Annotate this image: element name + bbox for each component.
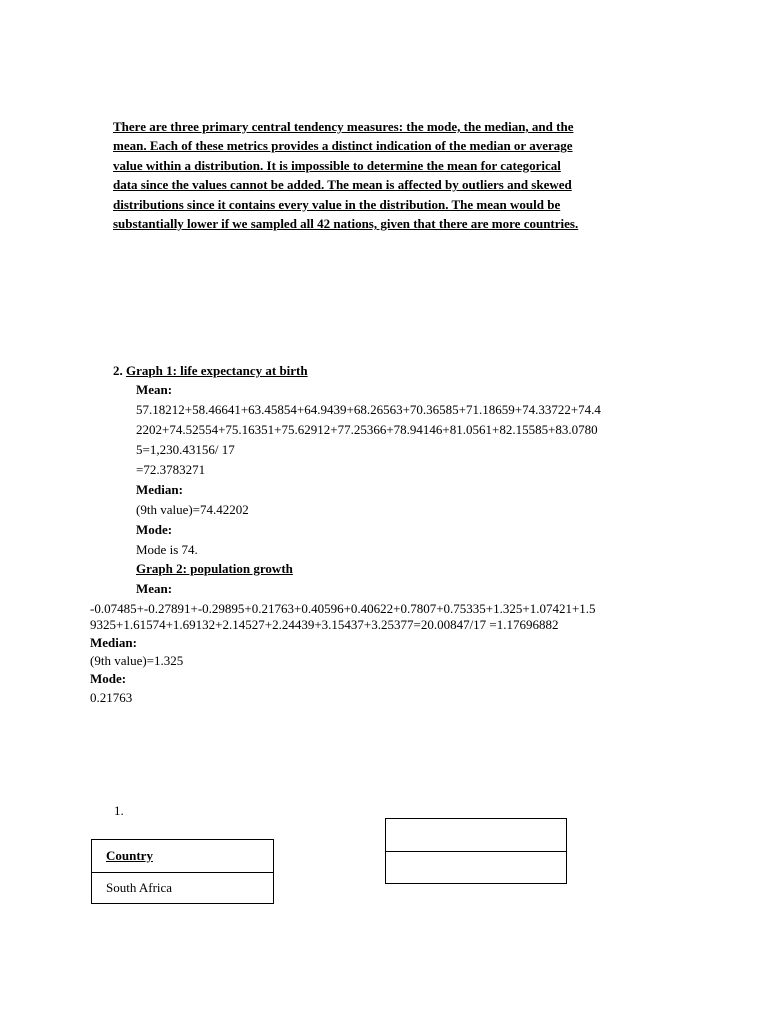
table-row xyxy=(386,819,566,851)
graph2-mode-label: Mode: xyxy=(90,671,127,686)
intro-line: value within a distribution. It is impossible to determine the mean for categorical xyxy=(113,157,561,173)
graph2-mean-label: Mean: xyxy=(136,581,173,596)
section-number: 2. xyxy=(113,363,123,378)
graph2-median-label: Median: xyxy=(90,635,137,650)
graph1-median-value: (9th value)=74.42202 xyxy=(136,502,249,517)
intro-line: distributions since it contains every value in the distribution. The mean would be xyxy=(113,196,561,212)
graph1-mean-line: 57.18212+58.46641+63.45854+64.9439+68.26563+70.36585+71.18659+74.33722+74.4 xyxy=(136,402,601,417)
intro-line: There are three primary central tendency measures: the mode, the median, and the xyxy=(113,119,574,134)
graph2-mean-line: -0.07485+-0.27891+-0.29895+0.21763+0.40596+0.40622+0.7807+0.75335+1.325+1.07421+1.5 xyxy=(90,601,596,616)
empty-table xyxy=(385,818,567,884)
graph1-title: Graph 1: life expectancy at birth xyxy=(126,363,308,378)
section-2-heading xyxy=(113,363,308,379)
graph1-mode-value: Mode is 74. xyxy=(136,542,198,557)
table-header-row xyxy=(92,840,273,872)
graph1-mean-line: =72.3783271 xyxy=(136,462,206,477)
graph1-mean-line: 2202+74.52554+75.16351+75.62912+77.25366+78.94146+81.0561+82.15585+83.0780 xyxy=(136,422,598,437)
graph1-median-label: Median: xyxy=(136,482,183,497)
table-cell: South Africa xyxy=(106,880,173,895)
graph2-mode-value: 0.21763 xyxy=(90,690,133,705)
graph1-mode-label: Mode: xyxy=(136,522,173,537)
table-row xyxy=(92,872,273,903)
intro-line: data since the values cannot be added. The mean is affected by outliers and skewed xyxy=(113,177,572,193)
intro-line: mean. Each of these metrics provides a distinct indication of the median or average xyxy=(113,138,573,154)
table-row xyxy=(386,851,566,883)
graph2-mean-line: 9325+1.61574+1.69132+2.14527+2.24439+3.15437+3.25377=20.00847/17 =1.17696882 xyxy=(90,617,559,632)
intro-line: substantially lower if we sampled all 42 nations, given that there are more countries. xyxy=(113,216,579,232)
graph1-mean-line: 5=1,230.43156/ 17 xyxy=(136,442,235,457)
intro-paragraph xyxy=(113,117,673,233)
graph1-mean-label: Mean: xyxy=(136,382,173,397)
table-header-country: Country xyxy=(106,848,153,863)
country-table xyxy=(91,839,274,904)
graph2-title: Graph 2: population growth xyxy=(136,561,293,576)
graph2-median-value: (9th value)=1.325 xyxy=(90,653,184,668)
list-number: 1. xyxy=(114,803,124,818)
